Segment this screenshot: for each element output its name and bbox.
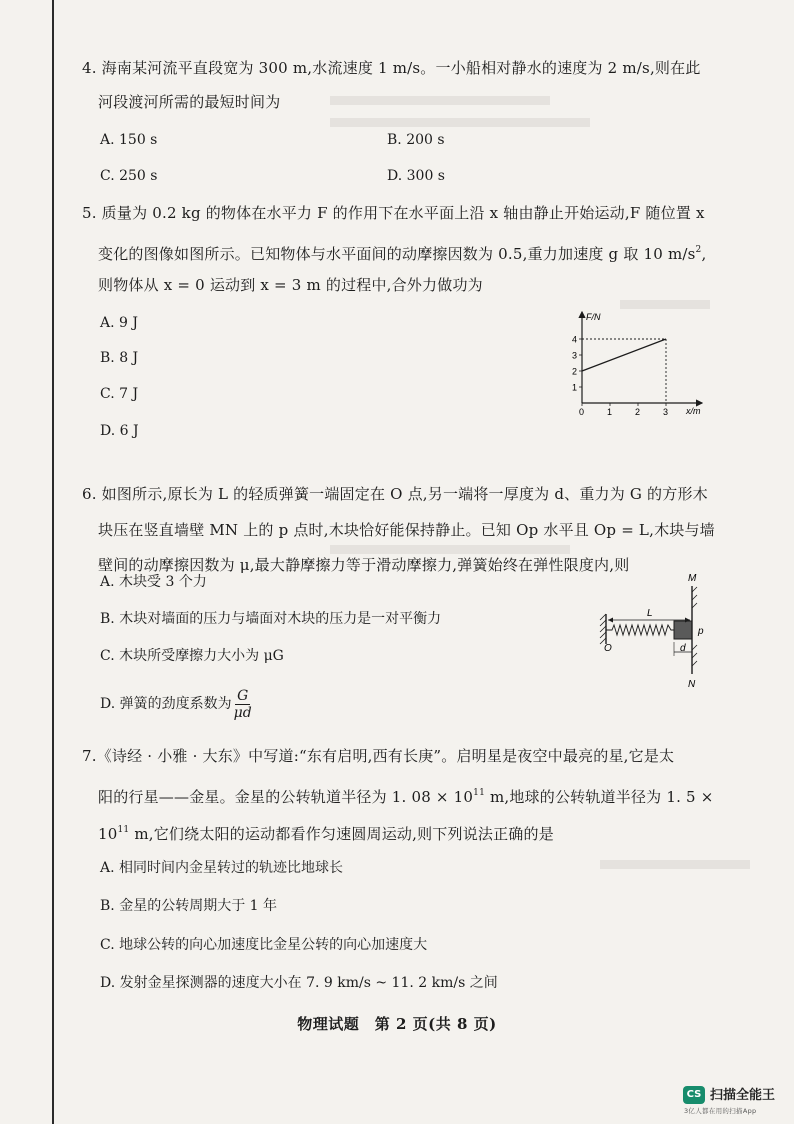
x-tick-label: 0: [579, 407, 585, 417]
q5-line2-tail: ,: [701, 245, 707, 263]
q5-option-b: B. 8 J: [100, 350, 139, 366]
q7-option-a: A. 相同时间内金星转过的轨迹比地球长: [100, 860, 344, 876]
fraction-denominator: μd: [233, 704, 252, 721]
wall-hatching: [692, 587, 697, 666]
label-l: L: [647, 608, 653, 619]
q7-stem-line2: [98, 783, 714, 807]
q7-option-b: B. 金星的公转周期大于 1 年: [100, 898, 277, 914]
x-tick-label: 3: [663, 407, 669, 417]
q6-option-d: [100, 686, 252, 722]
fraction-numerator: G: [237, 687, 249, 704]
q4-option-a: A. 150 s: [100, 132, 158, 148]
q5-option-a: A. 9 J: [100, 315, 138, 331]
q6-option-b: B. 木块对墙面的压力与墙面对木块的压力是一对平衡力: [100, 611, 442, 627]
page-footer: 物理试题 第 2 页(共 8 页): [297, 1015, 497, 1033]
bleed-through-text: [330, 118, 590, 127]
bleed-through-text: [600, 860, 750, 869]
y-tick-label: 2: [572, 366, 578, 377]
q5-line2-superscript: 2: [695, 245, 702, 255]
wood-block: [674, 621, 692, 639]
q5-line2-text: 变化的图像如图所示。已知物体与水平面间的动摩擦因数为 0.5,重力加速度 g 取 10 m/s: [98, 245, 696, 263]
camscanner-tagline: 3亿人都在用的扫描App: [684, 1107, 757, 1115]
graph-force-line: [582, 339, 666, 371]
label-p: p: [698, 626, 704, 637]
q6-stem-line3: 壁间的动摩擦因数为 μ,最大静摩擦力等于滑动摩擦力,弹簧始终在弹性限度内,则: [98, 556, 630, 574]
q7-line3-base: 10: [98, 825, 118, 843]
q4-stem-line2: 河段渡河所需的最短时间为: [98, 93, 281, 111]
spring: [606, 625, 674, 635]
q4-option-d: D. 300 s: [387, 168, 445, 184]
camscanner-name: 扫描全能王: [710, 1088, 776, 1103]
q7-line2-tail: m,地球的公转轨道半径为 1. 5 ×: [485, 788, 714, 806]
label-o: O: [604, 643, 612, 654]
q7-line2-text: 阳的行星——金星。金星的公转轨道半径为 1. 08 × 10: [98, 788, 474, 806]
q4-option-b: B. 200 s: [387, 132, 445, 148]
q5-option-c: C. 7 J: [100, 386, 139, 402]
page-margin-line: [52, 0, 54, 1124]
q4-option-c: C. 250 s: [100, 168, 158, 184]
x-tick-label: 1: [607, 407, 613, 417]
q6-stem-line2: 块压在竖直墙壁 MN 上的 p 点时,木块恰好能保持静止。已知 Op 水平且 Op = L,木块与墙: [98, 521, 715, 539]
y-tick-label: 3: [572, 350, 578, 361]
y-tick-label: 1: [572, 382, 578, 393]
q6-option-a: A. 木块受 3 个力: [100, 574, 207, 590]
q6-option-c: C. 木块所受摩擦力大小为 μG: [100, 648, 284, 664]
q7-option-c: C. 地球公转的向心加速度比金星公转的向心加速度大: [100, 937, 428, 953]
label-n: N: [688, 679, 696, 690]
q7-line3-exponent: 11: [117, 825, 130, 835]
q7-stem-line1: 7.《诗经 · 小雅 · 大东》中写道:“东有启明,西有长庚”。启明星是夜空中最亮的星,它是太: [82, 747, 675, 765]
x-tick-label: 2: [635, 407, 641, 417]
label-m: M: [688, 573, 697, 584]
label-d: d: [680, 643, 686, 654]
graph-y-axis-label: F/N: [586, 312, 601, 322]
camscanner-logo-icon: CS: [683, 1086, 705, 1104]
bleed-through-text: [330, 96, 550, 105]
spring-wall-figure: [596, 570, 716, 692]
force-position-graph: [560, 306, 710, 418]
q7-option-d: D. 发射金星探测器的速度大小在 7. 9 km/s ~ 11. 2 km/s 之间: [100, 975, 498, 991]
bleed-through-text: [330, 545, 570, 554]
q5-stem-line1: 5. 质量为 0.2 kg 的物体在水平力 F 的作用下在水平面上沿 x 轴由静止开始运动,F 随位置 x: [82, 204, 705, 222]
q5-stem-line3: 则物体从 x = 0 运动到 x = 3 m 的过程中,合外力做功为: [98, 276, 483, 294]
q4-stem-line1: 4. 海南某河流平直段宽为 300 m,水流速度 1 m/s。一小船相对静水的速度为 2 m/s,则在此: [82, 59, 701, 77]
q6-stem-line1: 6. 如图所示,原长为 L 的轻质弹簧一端固定在 O 点,另一端将一厚度为 d、重力为 G 的方形木: [82, 485, 708, 503]
q7-line2-exponent: 11: [473, 788, 485, 798]
q5-option-d: D. 6 J: [100, 423, 139, 439]
graph-x-axis-label: x/m: [686, 406, 701, 416]
q6-option-d-text: D. 弹簧的劲度系数为: [100, 696, 232, 712]
left-support-hatching: [600, 614, 606, 644]
q7-stem-line3: [98, 820, 554, 844]
q7-line3-tail: m,它们绕太阳的运动都看作匀速圆周运动,则下列说法正确的是: [129, 825, 554, 843]
stiffness-fraction: [234, 688, 252, 721]
y-tick-label: 4: [572, 334, 578, 345]
q5-stem-line2: [98, 240, 706, 264]
